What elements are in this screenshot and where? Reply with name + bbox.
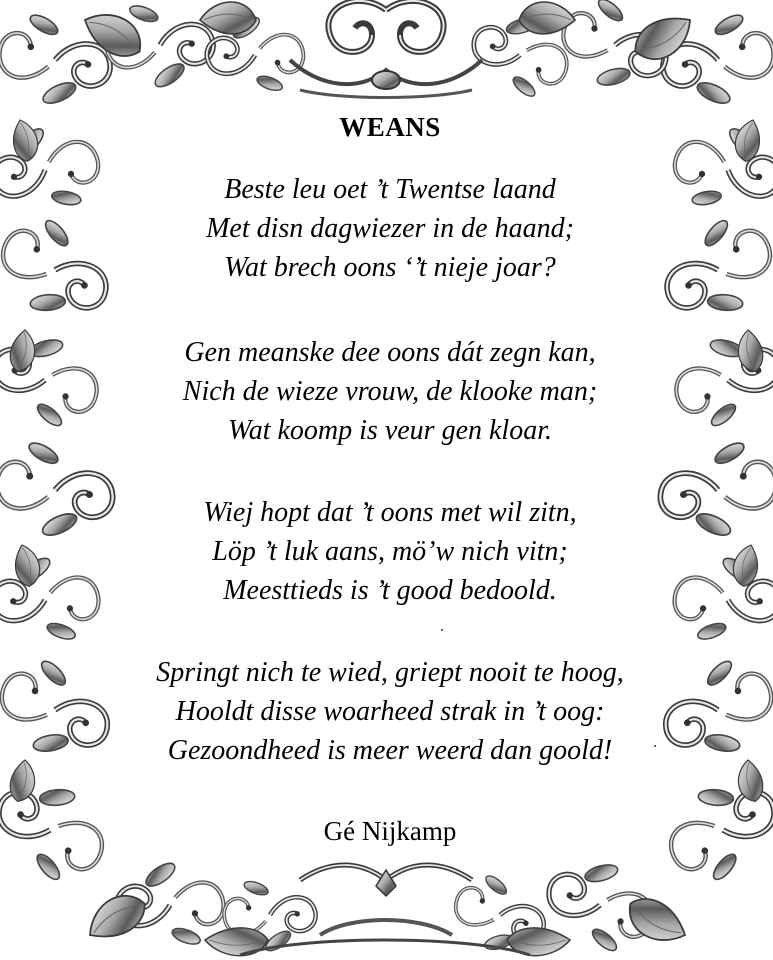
poem-line: Meesttieds is ’t good bedoold. [223,575,557,606]
poem-line: Nich de wieze vrouw, de klooke man; [182,376,598,407]
stanza-1 [90,170,690,287]
stanza-3 [90,493,690,610]
speck [654,745,656,747]
poem-line: Gen meanske dee oons dát zegn kan, [184,337,596,368]
poem-line: Wat brech oons ‘’t nieje joar? [224,252,556,283]
stanza-2 [90,333,690,450]
poem-title: WEANS [339,112,441,142]
poem-line: Wiej hopt dat ’t oons met wil zitn, [203,497,577,528]
poem-line: Beste leu oet ’t Twentse laand [224,174,556,205]
poem [110,100,670,860]
poem-author: Gé Nijkamp [323,816,457,846]
poem-line: Gezoondheed is meer weerd dan goold! [167,735,613,766]
poem-line: Hooldt disse woarheed strak in ’t oog: [175,696,605,727]
poem-line: Wat koomp is veur gen kloar. [227,415,553,446]
stanza-4 [90,653,690,770]
poem-line: Löp ’t luk aans, mö’w nich vitn; [212,536,568,567]
speck [441,629,443,631]
poem-line: Met disn dagwiezer in de haand; [206,213,574,244]
poem-line: Springt nich te wied, griept nooit te hoog, [156,657,624,688]
